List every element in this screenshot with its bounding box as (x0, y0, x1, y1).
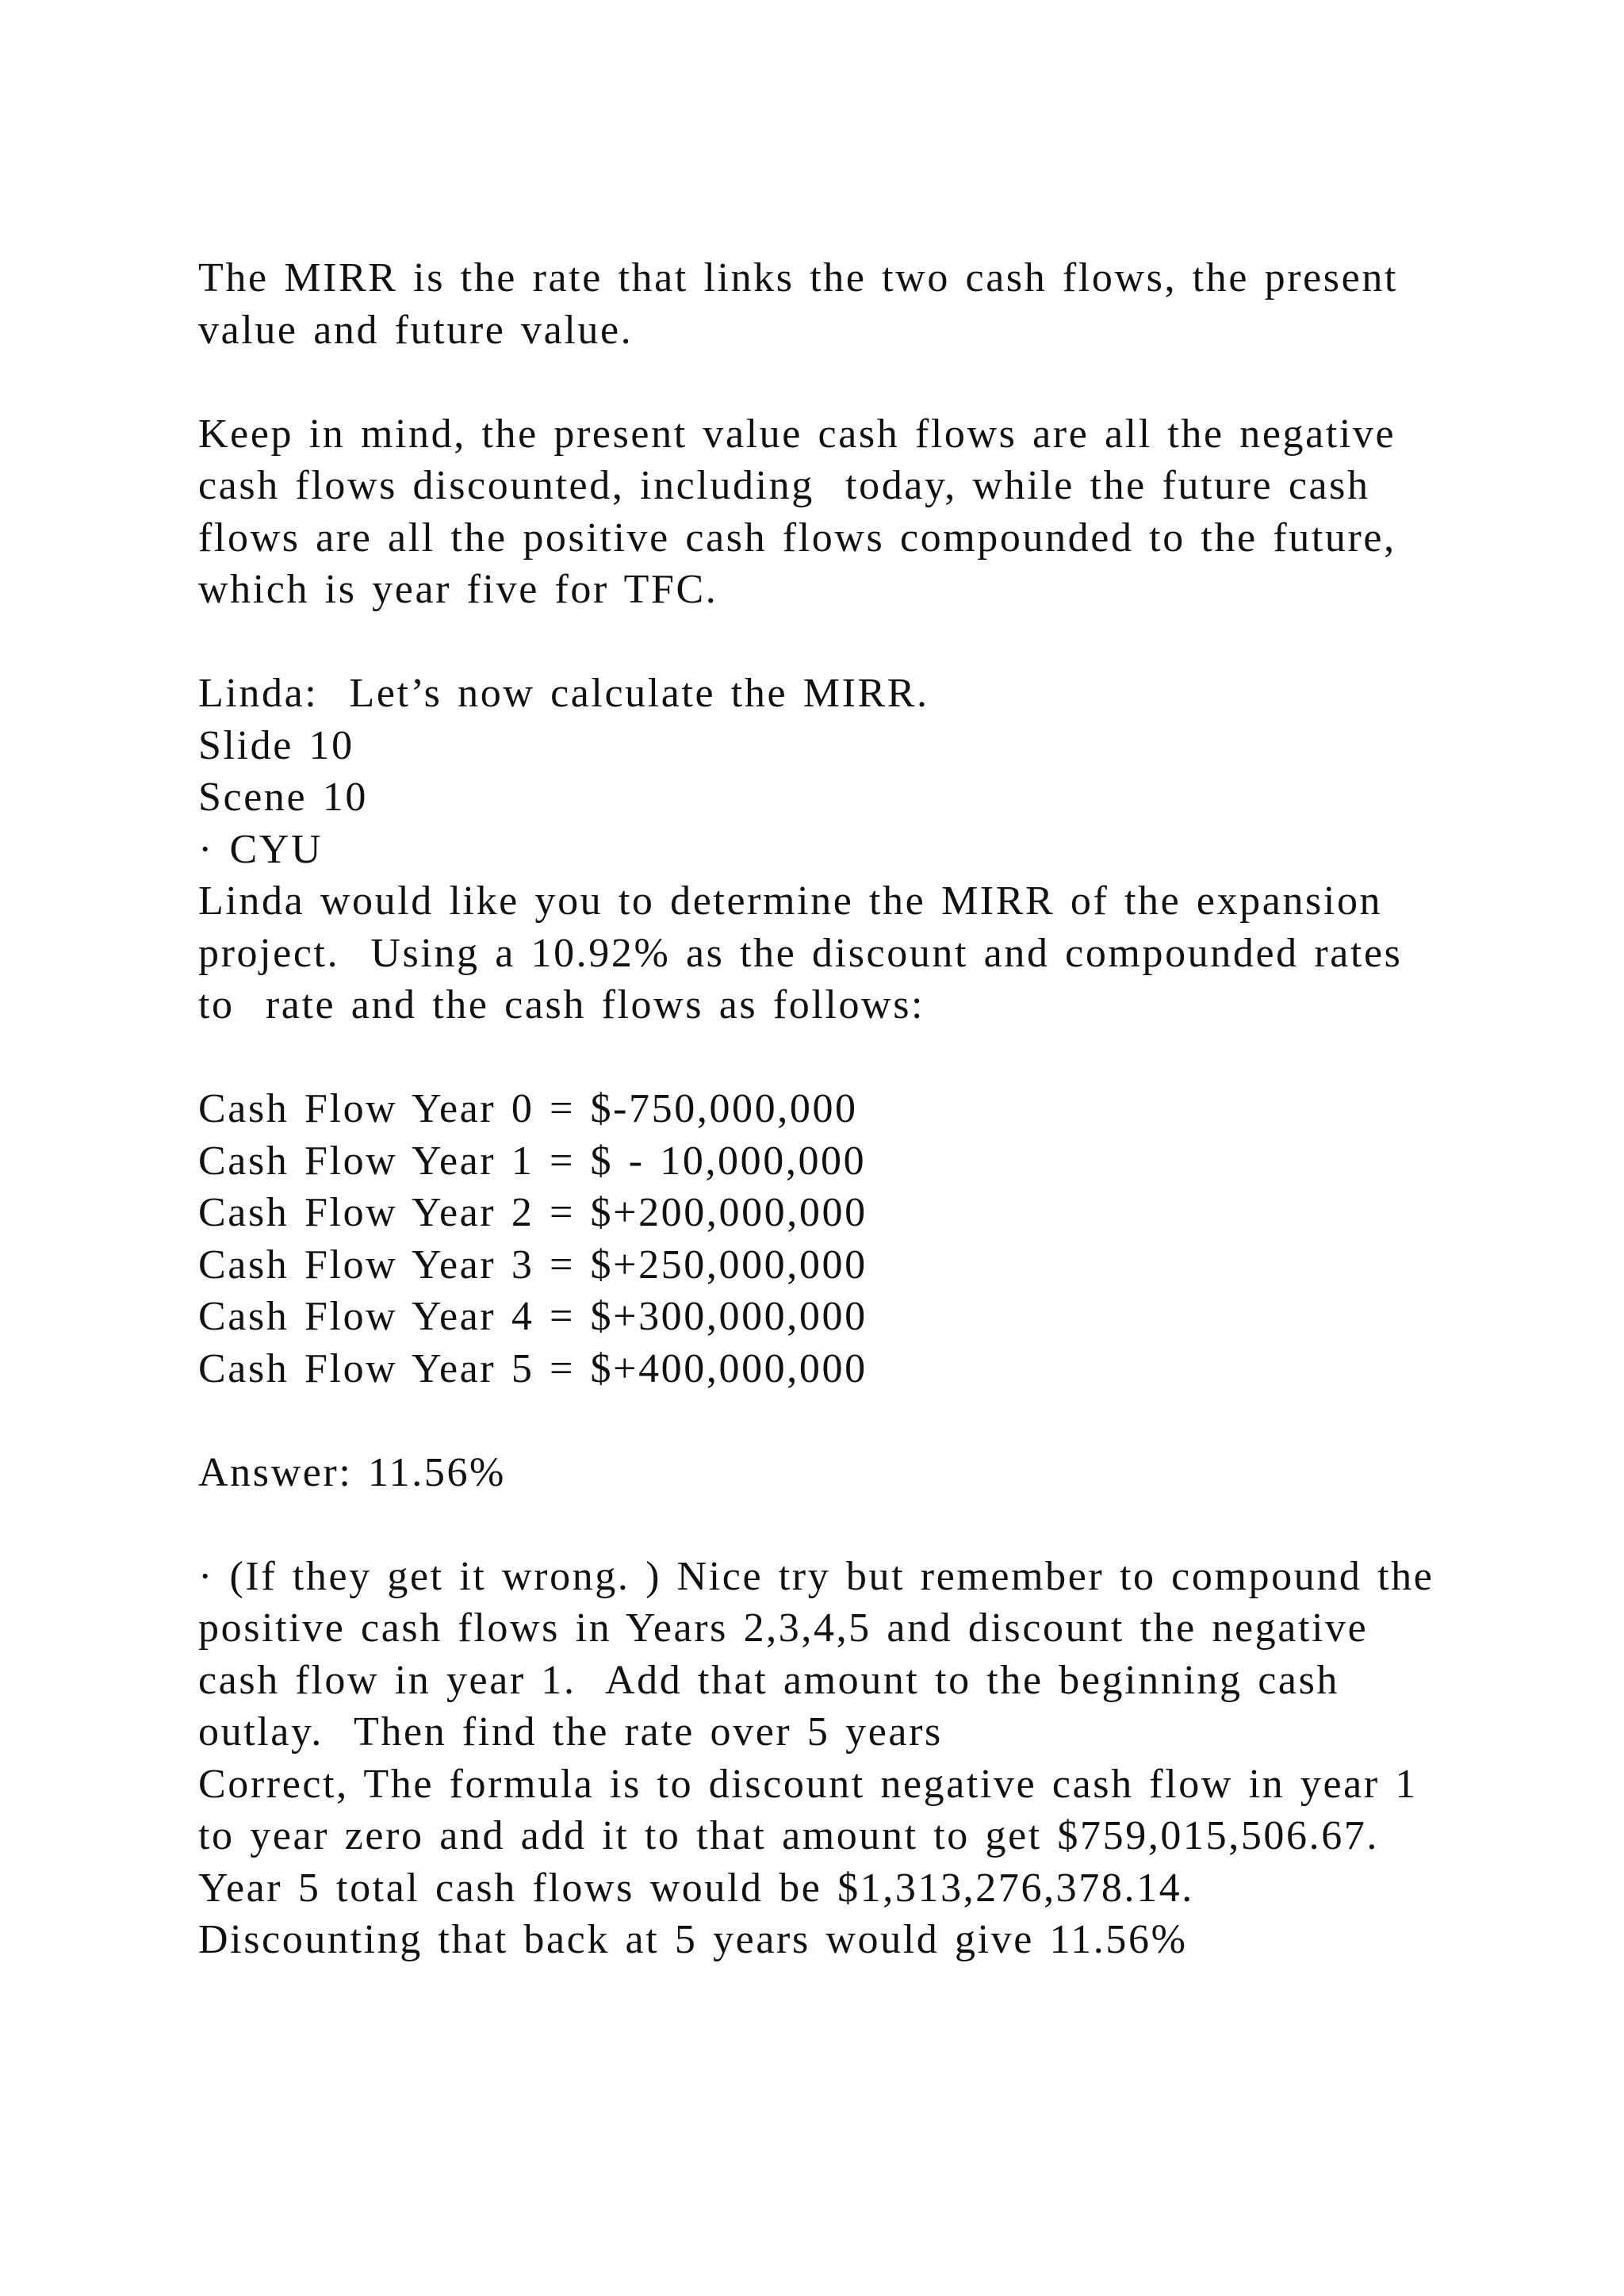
document-page (198, 252, 1507, 1966)
text-line: The MIRR is the rate that links the two cash flows, the present (198, 255, 1398, 300)
paragraph-gap (198, 356, 1507, 408)
paragraph-gap (198, 1031, 1507, 1084)
cash-flow-item: Cash Flow Year 4 = $+300,000,000 (198, 1294, 868, 1339)
text-line: positive cash flows in Years 2,3,4,5 and discount the negative (198, 1605, 1369, 1651)
paragraph-scene-info (198, 668, 1507, 1031)
paragraph-feedback (198, 1551, 1507, 1966)
answer-line (198, 1447, 1507, 1499)
text-line: Year 5 total cash flows would be $1,313,276,378.14. (198, 1865, 1194, 1911)
cyu-bullet: · CYU (198, 826, 324, 872)
text-line: Keep in mind, the present value cash flows are all the negative (198, 411, 1396, 457)
answer-text: Answer: 11.56% (198, 1449, 506, 1495)
text-line: Discounting that back at 5 years would give 11.56% (198, 1917, 1188, 1962)
paragraph-gap (198, 616, 1507, 668)
cash-flow-item: Cash Flow Year 1 = $ - 10,000,000 (198, 1138, 867, 1184)
cash-flow-item: Cash Flow Year 3 = $+250,000,000 (198, 1242, 868, 1288)
cash-flow-item: Cash Flow Year 5 = $+400,000,000 (198, 1345, 868, 1391)
cash-flow-list (198, 1083, 1507, 1395)
text-line: Linda: Let’s now calculate the MIRR. (198, 671, 929, 716)
text-line: project. Using a 10.92% as the discount and compounded rates (198, 930, 1403, 976)
cash-flow-item: Cash Flow Year 0 = $-750,000,000 (198, 1086, 858, 1131)
paragraph-keep-in-mind (198, 408, 1507, 616)
paragraph-gap (198, 1498, 1507, 1551)
text-line: cash flow in year 1. Add that amount to the beginning cash (198, 1657, 1340, 1703)
text-line: to year zero and add it to that amount to get $759,015,506.67. (198, 1813, 1380, 1858)
text-line: Linda would like you to determine the MIRR of the expansion (198, 878, 1383, 924)
cash-flow-item: Cash Flow Year 2 = $+200,000,000 (198, 1190, 868, 1235)
text-line: · (If they get it wrong. ) Nice try but remember to compound the (198, 1553, 1434, 1599)
text-line: cash flows discounted, including today, while the future cash (198, 463, 1370, 508)
scene-label: Scene 10 (198, 775, 368, 820)
text-line: Correct, The formula is to discount negative cash flow in year 1 (198, 1761, 1418, 1807)
text-line: value and future value. (198, 307, 634, 353)
text-line: to rate and the cash flows as follows: (198, 982, 925, 1027)
text-line: flows are all the positive cash flows compounded to the future, (198, 515, 1396, 561)
text-line: which is year five for TFC. (198, 567, 718, 612)
paragraph-mirr-definition (198, 252, 1507, 356)
slide-label: Slide 10 (198, 722, 354, 768)
text-line: outlay. Then find the rate over 5 years (198, 1709, 943, 1755)
paragraph-gap (198, 1395, 1507, 1447)
